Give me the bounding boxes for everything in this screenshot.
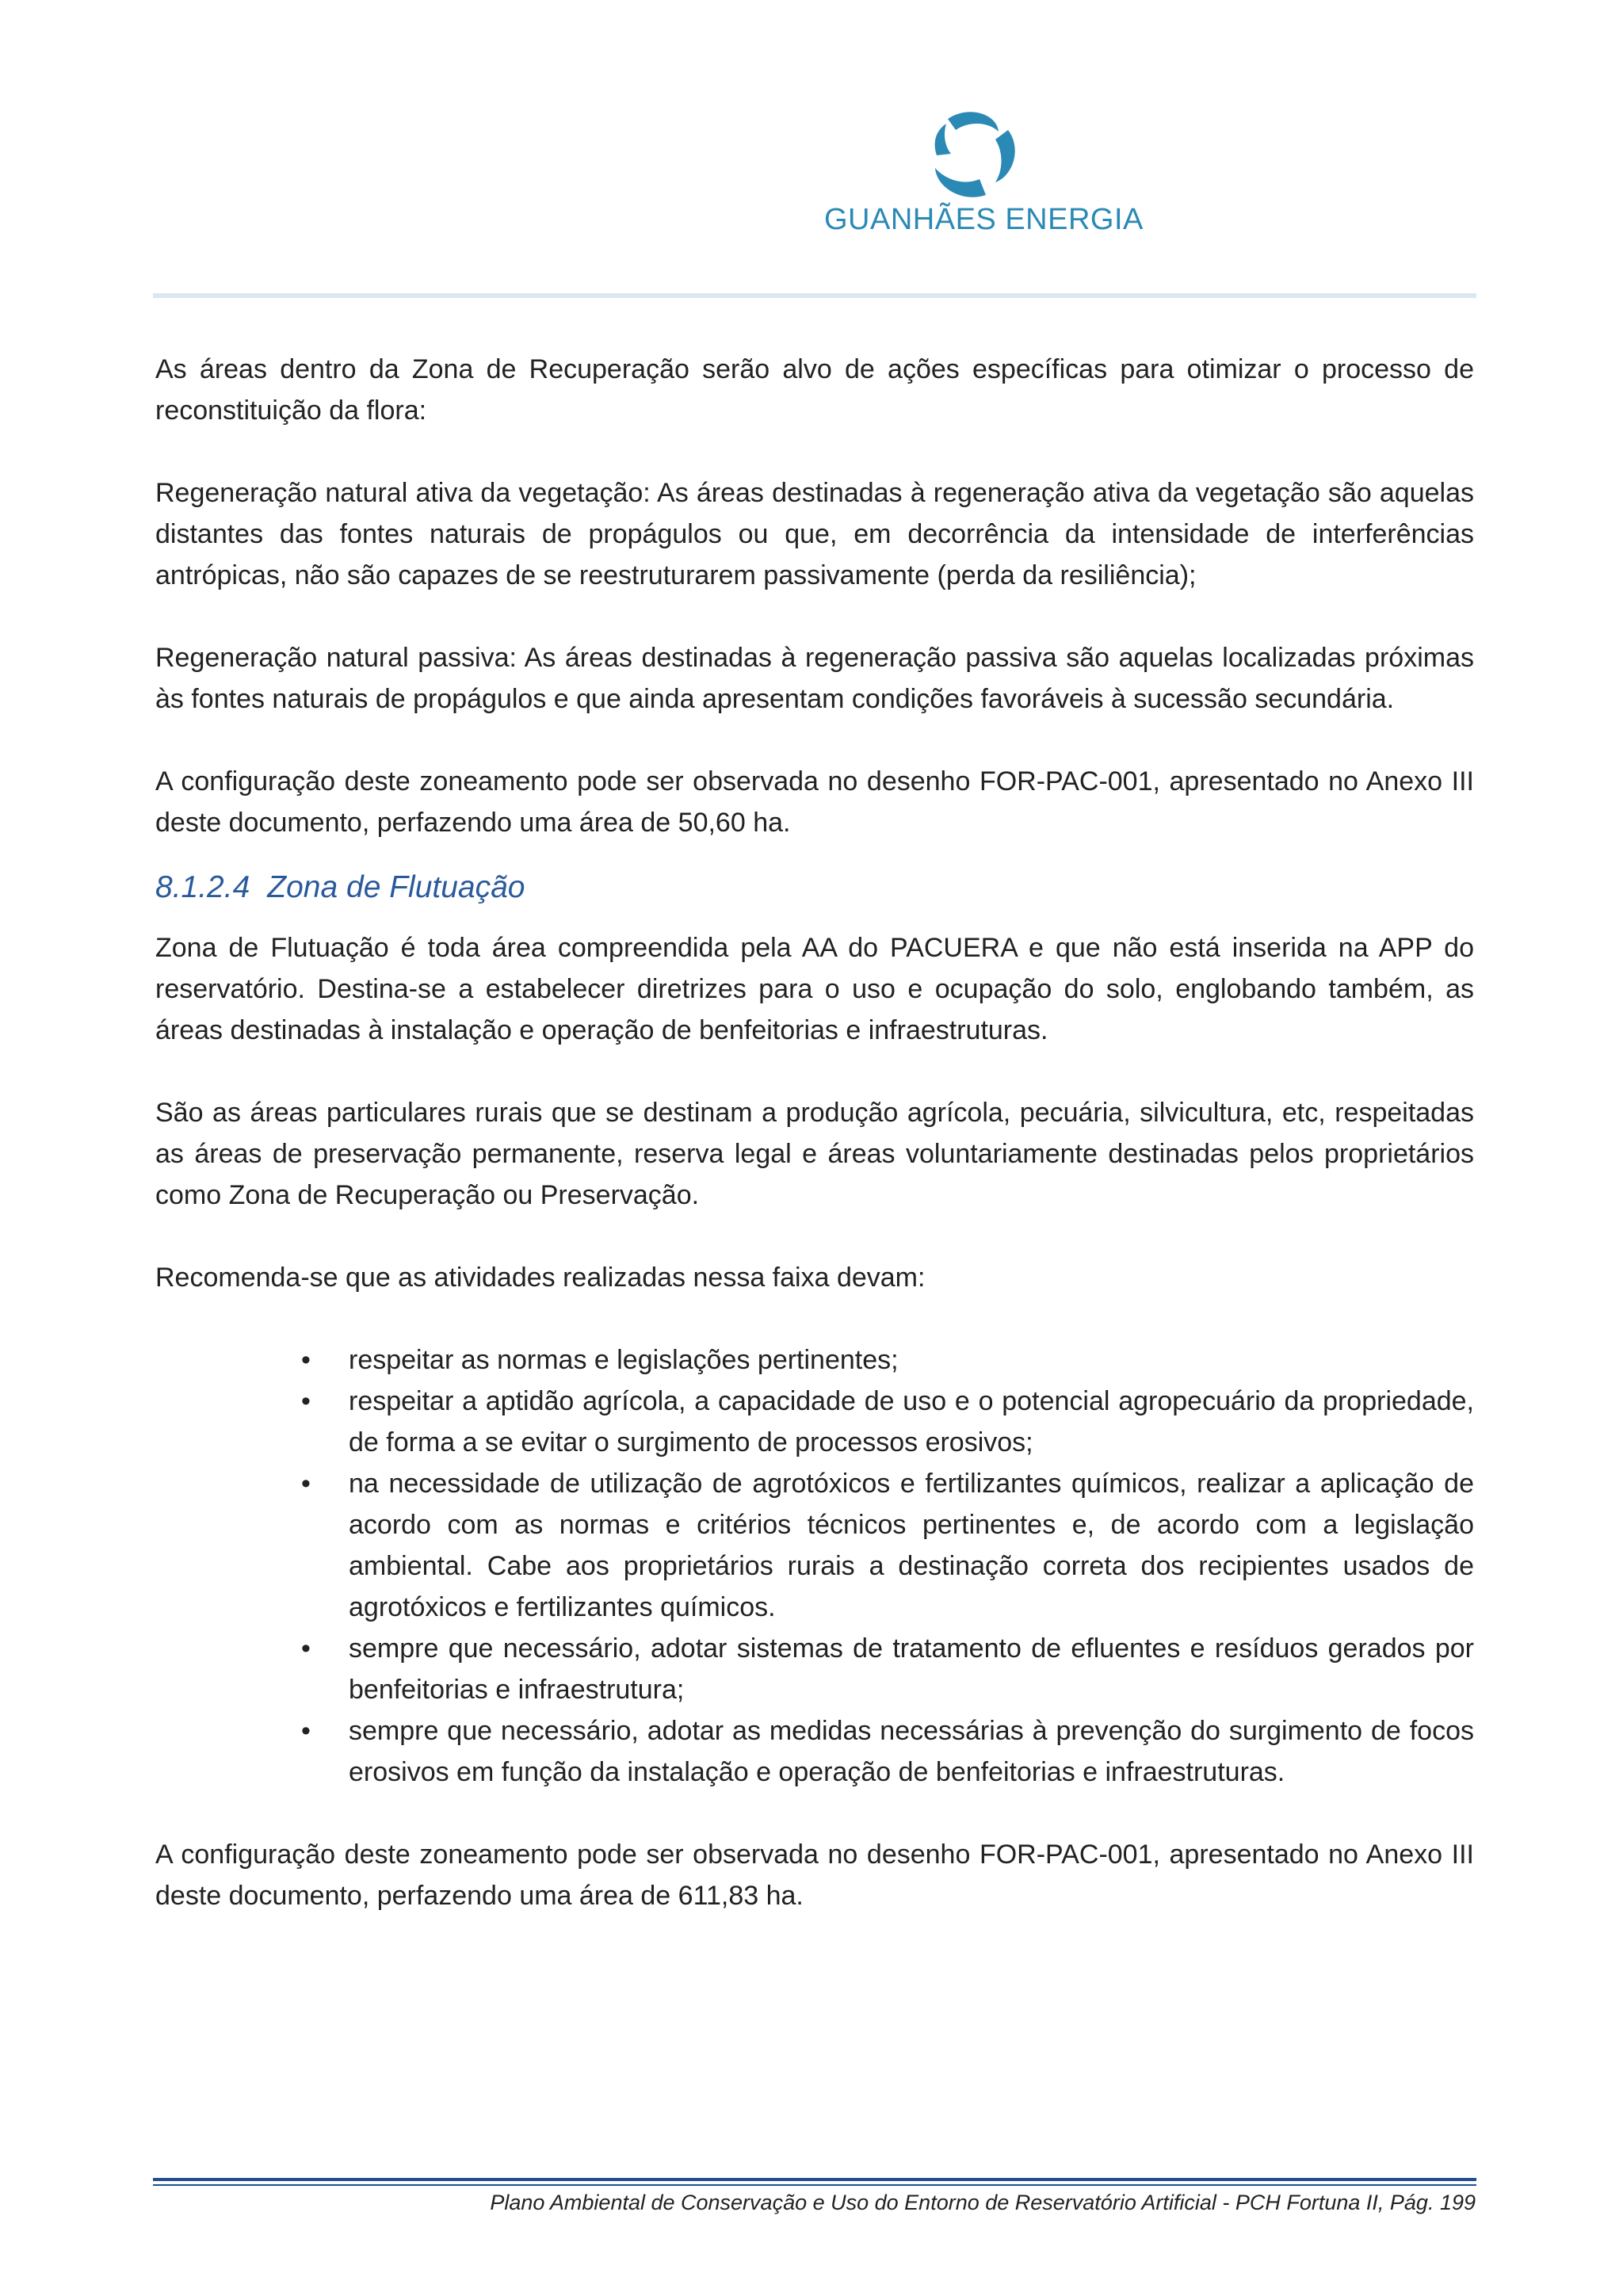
paragraph: Zona de Flutuação é toda área compreendida pela AA do PACUERA e que não está inserida na APP do reservatório. Destina-se a estabelecer diretrizes para o uso e ocupação do solo, englobando também, as áreas destinadas à instalação e operação de benfeitorias e infraestruturas. (155, 933, 1474, 1045)
bullet-icon: • (301, 1345, 311, 1375)
page-footer: Plano Ambiental de Conservação e Uso do Entorno de Reservatório Artificial - PCH Fortuna II, Pág. 199 (490, 2191, 1476, 2214)
bullet-icon: • (301, 1633, 311, 1664)
paragraph: Recomenda-se que as atividades realizadas nessa faixa devam: (155, 1263, 926, 1293)
footer-divider (153, 2178, 1476, 2181)
list-item: • na necessidade de utilização de agrotóxicos e fertilizantes químicos, realizar a aplicação de acordo com as normas e critérios técnicos pertinentes e, de acordo com a legislação ambiental. Cabe aos proprietários rurais a destinação correta dos recipientes usados de agrotóxicos e fertilizantes químicos. (349, 1463, 1474, 1628)
list-item: • respeitar as normas e legislações pertinentes; (349, 1339, 1474, 1381)
bullet-icon: • (301, 1716, 311, 1746)
recommendation-list (155, 1339, 1474, 1793)
list-item: • sempre que necessário, adotar as medidas necessárias à prevenção do surgimento de focos erosivos em função da instalação e operação de benfeitorias e infraestruturas. (349, 1710, 1474, 1793)
bullet-icon: • (301, 1469, 311, 1499)
section-heading (155, 864, 1474, 911)
logo-wordmark: GUANHÃES ENERGIA (824, 203, 1144, 236)
paragraph: A configuração deste zoneamento pode ser observada no desenho FOR-PAC-001, apresentado no Anexo III deste documento, perfazendo uma área de 50,60 ha. (155, 766, 1474, 838)
footer-divider-thin (153, 2184, 1476, 2186)
paragraph: As áreas dentro da Zona de Recuperação serão alvo de ações específicas para otimizar o processo de reconstituição da flora: (155, 354, 1474, 426)
list-item: • respeitar a aptidão agrícola, a capacidade de uso e o potencial agropecuário da propriedade, de forma a se evitar o surgimento de processos erosivos; (349, 1381, 1474, 1463)
list-item: • sempre que necessário, adotar sistemas de tratamento de efluentes e resíduos gerados por benfeitorias e infraestrutura; (349, 1628, 1474, 1710)
paragraph: Regeneração natural ativa da vegetação: As áreas destinadas à regeneração ativa da vegetação são aquelas distantes das fontes naturais de propágulos ou que, em decorrência da intensidade de interferências antrópicas, não são capazes de se reestruturarem passivamente (perda da resiliência); (155, 478, 1474, 590)
document-body (155, 349, 1474, 1958)
company-logo (824, 109, 1144, 244)
section-title: Zona de Flutuação (267, 870, 525, 904)
paragraph: São as áreas particulares rurais que se destinam a produção agrícola, pecuária, silvicultura, etc, respeitadas as áreas de preservação permanente, reserva legal e áreas voluntariamente destinadas pelos proprietários como Zona de Recuperação ou Preservação. (155, 1098, 1474, 1210)
header-divider (153, 293, 1476, 298)
guanhaes-swirl-icon (926, 109, 1021, 201)
bullet-icon: • (301, 1386, 311, 1416)
section-number: 8.1.2.4 (155, 870, 250, 904)
paragraph: A configuração deste zoneamento pode ser observada no desenho FOR-PAC-001, apresentado no Anexo III deste documento, perfazendo uma área de 611,83 ha. (155, 1839, 1474, 1911)
paragraph: Regeneração natural passiva: As áreas destinadas à regeneração passiva são aquelas localizadas próximas às fontes naturais de propágulos e que ainda apresentam condições favoráveis à sucessão secundária. (155, 643, 1474, 714)
